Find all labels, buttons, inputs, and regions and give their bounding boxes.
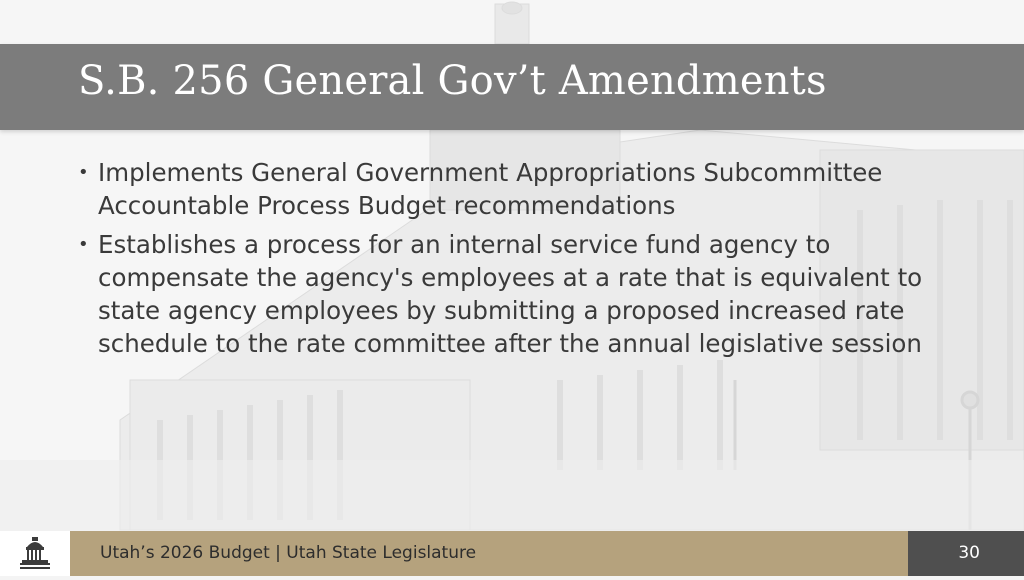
slide-content — [72, 156, 952, 366]
bullet-text: Establishes a process for an internal service fund agency to compensate the agency's employees at a rate that is equivalent to state agency employees by submitting a proposed increased rate schedule to the rate committee after the annual legislative session — [98, 230, 923, 358]
bullet-text: Implements General Government Appropriations Subcommittee Accountable Process Budget recommendations — [98, 158, 883, 220]
slide-footer — [0, 531, 1024, 576]
bullet-icon: • — [78, 234, 89, 255]
bullet-list — [72, 156, 952, 360]
footer-text: Utah’s 2026 Budget | Utah State Legislature — [100, 543, 477, 563]
capitol-building-icon — [0, 531, 70, 576]
bullet-item — [72, 228, 952, 360]
footer-bar — [70, 531, 908, 576]
bullet-icon: • — [78, 162, 89, 183]
title-bar — [0, 44, 1024, 130]
page-number: 30 — [958, 543, 980, 563]
footer-logo — [0, 531, 70, 576]
page-number-box — [908, 531, 1024, 576]
slide-title: S.B. 256 General Gov’t Amendments — [78, 58, 827, 104]
bullet-item — [72, 156, 952, 222]
